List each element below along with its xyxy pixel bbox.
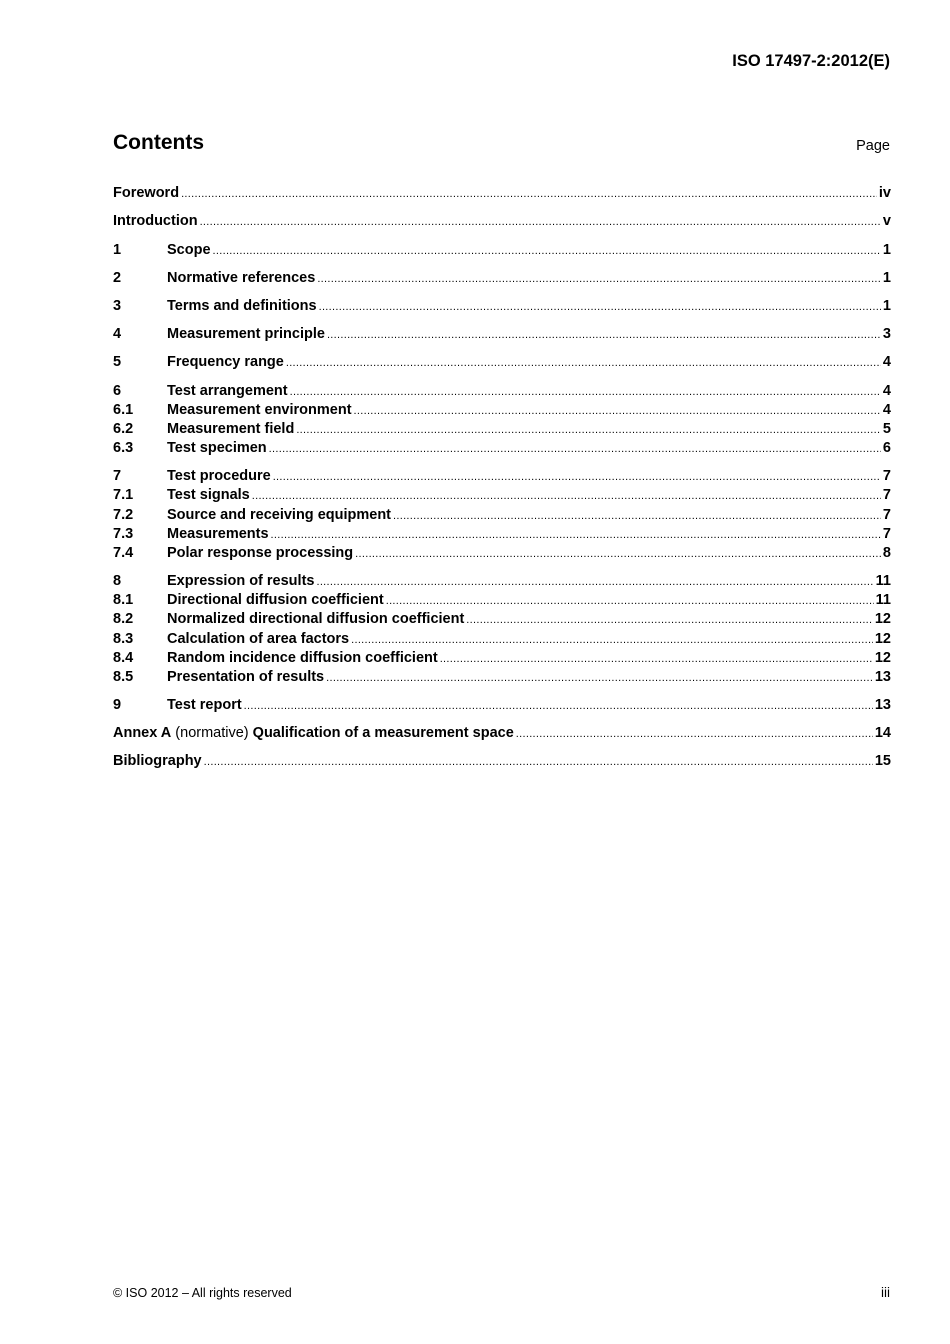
dot-leader <box>466 610 873 629</box>
dot-leader <box>393 506 881 525</box>
toc-entry-page: 11 <box>875 592 891 608</box>
toc-entry-title: Measurement principle <box>167 326 325 342</box>
dot-leader <box>273 467 881 486</box>
toc-entry-page: 14 <box>874 725 891 741</box>
toc-entry-title: Calculation of area factors <box>167 631 350 647</box>
dot-leader <box>252 486 881 505</box>
dot-leader <box>355 544 881 563</box>
toc-entry-3[interactable] <box>113 297 891 315</box>
annex-label: Annex A <box>113 725 172 741</box>
dot-leader <box>354 401 881 420</box>
toc-entry-number: 8 <box>113 573 122 589</box>
dot-leader <box>440 649 873 668</box>
toc-entry-7-3[interactable] <box>113 525 891 543</box>
dot-leader <box>286 353 881 372</box>
toc-entry-number: 8.1 <box>113 592 134 608</box>
toc-entry-title: Directional diffusion coefficient <box>167 592 384 608</box>
toc-entry-page: 7 <box>882 507 891 523</box>
footer-page-number: iii <box>881 1285 890 1300</box>
toc-entry-number: 8.5 <box>113 669 134 685</box>
toc-entry-title: Test arrangement <box>167 383 288 399</box>
toc-entry-page: 11 <box>875 573 891 589</box>
toc-entry-page: 1 <box>882 270 891 286</box>
toc-entry-title: Normative references <box>167 270 316 286</box>
toc-entry-page: 12 <box>874 650 891 666</box>
toc-entry-6-1[interactable] <box>113 401 891 419</box>
toc-entry-6-3[interactable] <box>113 439 891 457</box>
dot-leader <box>386 591 874 610</box>
toc-entry-title: Expression of results <box>167 573 315 589</box>
dot-leader <box>327 325 881 344</box>
dot-leader <box>213 241 881 260</box>
toc-entry-page: 4 <box>882 383 891 399</box>
toc-entry-title: Polar response processing <box>167 545 354 561</box>
toc-entry-title: Test signals <box>167 487 250 503</box>
annex-type: (normative) <box>171 725 253 741</box>
toc-entry-number: 7.2 <box>113 507 134 523</box>
toc-entry-7-4[interactable] <box>113 544 891 562</box>
toc-entry-page: 8 <box>882 545 891 561</box>
dot-leader <box>296 420 881 439</box>
annex-title: Qualification of a measurement space <box>252 725 514 741</box>
dot-leader <box>351 630 873 649</box>
toc-entry-number: 8.4 <box>113 650 134 666</box>
toc-entry-number: 7 <box>113 468 122 484</box>
dot-leader <box>319 297 881 316</box>
toc-entry-title: Measurements <box>167 526 269 542</box>
toc-entry-6-2[interactable] <box>113 420 891 438</box>
footer-copyright: © ISO 2012 – All rights reserved <box>113 1286 292 1300</box>
toc-entry-page: 13 <box>874 697 891 713</box>
toc-entry-7-1[interactable] <box>113 486 891 504</box>
toc-entry-title: Normalized directional diffusion coefficient <box>167 611 465 627</box>
dot-leader <box>290 382 881 401</box>
toc-entry-8-5[interactable] <box>113 668 891 686</box>
toc-entry-number: 6 <box>113 383 122 399</box>
toc-entry-page: 12 <box>874 611 891 627</box>
toc-entry-title: Frequency range <box>167 354 284 370</box>
toc-entry-5[interactable] <box>113 353 891 371</box>
toc-entry-title: Foreword <box>113 185 180 201</box>
toc-entry-title: Test procedure <box>167 468 271 484</box>
toc-entry-8-1[interactable] <box>113 591 891 609</box>
toc-entry-8-3[interactable] <box>113 630 891 648</box>
toc-entry-page: 12 <box>874 631 891 647</box>
toc-entry-bibliography[interactable] <box>113 752 891 770</box>
dot-leader <box>269 439 881 458</box>
toc-entry-title: Test report <box>167 697 242 713</box>
toc-entry-number: 8.2 <box>113 611 134 627</box>
toc-entry-title: Scope <box>167 242 211 258</box>
document-id: ISO 17497-2:2012(E) <box>732 52 890 70</box>
toc-entry-number: 1 <box>113 242 122 258</box>
toc-entry-9[interactable] <box>113 696 891 714</box>
toc-entry-number: 9 <box>113 697 122 713</box>
toc-entry-page: 1 <box>882 298 891 314</box>
toc-entry-number: 6.1 <box>113 402 134 418</box>
toc-entry-title: Bibliography <box>113 753 202 769</box>
toc-entry-title <box>113 724 514 742</box>
toc-entry-8[interactable] <box>113 572 891 590</box>
toc-entry-title: Terms and definitions <box>167 298 317 314</box>
toc-entry-number: 7.1 <box>113 487 134 503</box>
toc-entry-title: Measurement field <box>167 421 295 437</box>
dot-leader <box>326 668 873 687</box>
toc-entry-introduction[interactable] <box>113 212 891 230</box>
toc-entry-title: Introduction <box>113 213 198 229</box>
toc-entry-page: 13 <box>874 669 891 685</box>
toc-entry-number: 4 <box>113 326 122 342</box>
toc-entry-page: 7 <box>882 487 891 503</box>
toc-entry-title: Random incidence diffusion coefficient <box>167 650 438 666</box>
toc-entry-page: 15 <box>874 753 891 769</box>
dot-leader <box>271 525 881 544</box>
dot-leader <box>317 269 881 288</box>
toc-entry-number: 3 <box>113 298 122 314</box>
toc-entry-number: 7.3 <box>113 526 134 542</box>
toc-entry-page: 7 <box>882 526 891 542</box>
toc-entry-page: 1 <box>882 242 891 258</box>
toc-entry-8-2[interactable] <box>113 610 891 628</box>
toc-entry-number: 8.3 <box>113 631 134 647</box>
toc-entry-number: 5 <box>113 354 122 370</box>
toc-entry-7-2[interactable] <box>113 506 891 524</box>
contents-title: Contents <box>113 131 204 154</box>
toc-entry-title: Presentation of results <box>167 669 325 685</box>
toc-entry-annex-a[interactable] <box>113 724 891 742</box>
dot-leader <box>181 184 877 203</box>
toc-entry-title: Measurement environment <box>167 402 352 418</box>
toc-entry-page: 5 <box>882 421 891 437</box>
toc-entry-title: Test specimen <box>167 440 267 456</box>
toc-entry-2[interactable] <box>113 269 891 287</box>
dot-leader <box>316 572 873 591</box>
dot-leader <box>204 752 873 771</box>
toc-entry-page: 4 <box>882 354 891 370</box>
toc-entry-number: 2 <box>113 270 122 286</box>
toc-entry-8-4[interactable] <box>113 649 891 667</box>
toc-entry-page: v <box>882 213 891 229</box>
toc-entry-number: 7.4 <box>113 545 134 561</box>
dot-leader <box>244 696 873 715</box>
toc-entry-page: 7 <box>882 468 891 484</box>
toc-entry-7[interactable] <box>113 467 891 485</box>
toc-entry-number: 6.3 <box>113 440 134 456</box>
toc-entry-number: 6.2 <box>113 421 134 437</box>
toc-entry-6[interactable] <box>113 382 891 400</box>
toc-entry-1[interactable] <box>113 241 891 259</box>
toc-entry-4[interactable] <box>113 325 891 343</box>
dot-leader <box>200 212 881 231</box>
dot-leader <box>516 724 873 743</box>
toc-entry-page: 4 <box>882 402 891 418</box>
toc-entry-foreword[interactable] <box>113 184 891 202</box>
toc-entry-page: iv <box>878 185 891 201</box>
toc-entry-page: 6 <box>882 440 891 456</box>
page-column-label: Page <box>856 138 890 154</box>
toc-entry-title: Source and receiving equipment <box>167 507 391 523</box>
toc-entry-page: 3 <box>882 326 891 342</box>
